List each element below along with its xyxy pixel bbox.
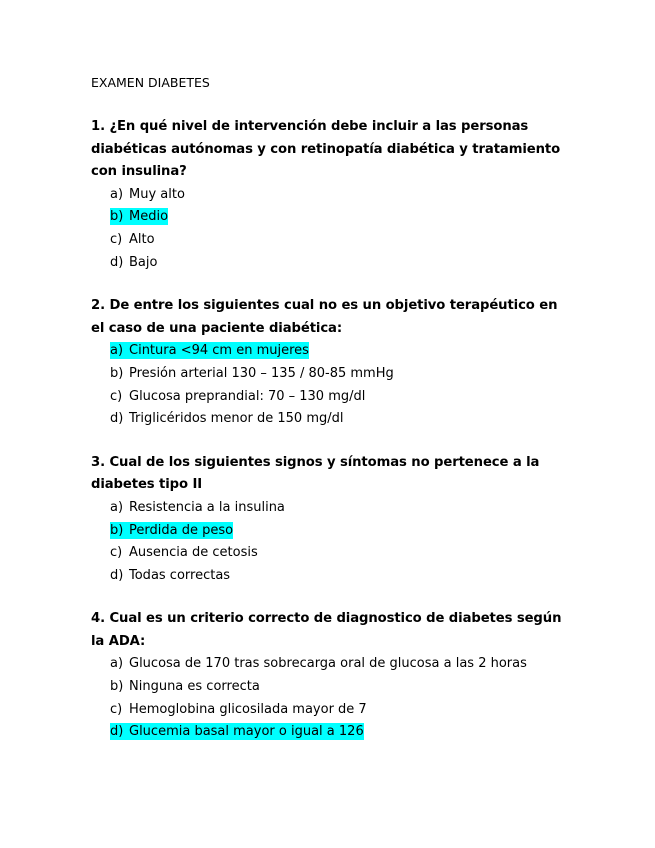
option-item bbox=[91, 229, 566, 252]
option-letter: b) bbox=[110, 522, 124, 538]
option-item bbox=[91, 542, 566, 565]
option-item bbox=[91, 520, 566, 543]
option-text: Resistencia a la insulina bbox=[129, 499, 285, 515]
question-text: 3. Cual de los siguientes signos y síntomas no pertenece a la diabetes tipo II bbox=[91, 454, 540, 493]
question-text: 1. ¿En qué nivel de intervención debe incluir a las personas diabéticas autónomas y con retinopatía diabética y tratamiento con insulina? bbox=[91, 119, 561, 180]
option-text: Presión arterial 130 – 135 / 80-85 mmHg bbox=[129, 365, 394, 381]
option-letter: d) bbox=[110, 567, 124, 583]
options-list bbox=[91, 340, 566, 430]
option-item bbox=[91, 497, 566, 520]
question-text: 2. De entre los siguientes cual no es un objetivo terapéutico en el caso de una paciente diabética: bbox=[91, 298, 558, 336]
option-item bbox=[91, 408, 566, 431]
question-2 bbox=[91, 295, 566, 431]
option-text: Ausencia de cetosis bbox=[129, 545, 258, 561]
option-text: Medio bbox=[129, 209, 169, 225]
question-text: 4. Cual es un criterio correcto de diagnostico de diabetes según la ADA: bbox=[91, 611, 562, 649]
option-item bbox=[91, 363, 566, 386]
option-text: Muy alto bbox=[129, 186, 185, 202]
option-letter: b) bbox=[110, 209, 124, 225]
highlighted-answer bbox=[110, 208, 168, 225]
option-letter: d) bbox=[110, 411, 124, 427]
option-text: Glucosa de 170 tras sobrecarga oral de glucosa a las 2 horas bbox=[129, 656, 527, 672]
options-list bbox=[91, 497, 566, 587]
option-letter: a) bbox=[110, 186, 124, 202]
option-letter: a) bbox=[110, 656, 124, 672]
option-text: Ninguna es correcta bbox=[129, 679, 260, 695]
highlighted-answer bbox=[110, 723, 364, 740]
option-letter: c) bbox=[110, 231, 123, 247]
option-item bbox=[91, 721, 566, 744]
option-letter: a) bbox=[110, 343, 124, 359]
option-text: Hemoglobina glicosilada mayor de 7 bbox=[129, 701, 367, 717]
option-letter: d) bbox=[110, 724, 124, 740]
option-letter: b) bbox=[110, 679, 124, 695]
option-item bbox=[91, 386, 566, 409]
option-item bbox=[91, 252, 566, 275]
option-item bbox=[91, 184, 566, 207]
option-text: Bajo bbox=[129, 254, 158, 270]
option-item bbox=[91, 340, 566, 363]
highlighted-answer bbox=[110, 342, 309, 359]
option-item bbox=[91, 699, 566, 722]
option-text: Triglicéridos menor de 150 mg/dl bbox=[129, 411, 344, 427]
option-text: Cintura <94 cm en mujeres bbox=[129, 343, 309, 359]
document-page bbox=[91, 74, 566, 765]
option-letter: d) bbox=[110, 254, 124, 270]
option-item bbox=[91, 676, 566, 699]
options-list bbox=[91, 653, 566, 743]
option-letter: c) bbox=[110, 388, 123, 404]
question-3 bbox=[91, 452, 566, 588]
option-text: Glucosa preprandial: 70 – 130 mg/dl bbox=[129, 388, 366, 404]
option-letter: c) bbox=[110, 701, 123, 717]
option-letter: a) bbox=[110, 499, 124, 515]
option-text: Glucemia basal mayor o igual a 126 bbox=[129, 724, 364, 740]
highlighted-answer bbox=[110, 522, 233, 539]
option-item bbox=[91, 206, 566, 229]
option-letter: c) bbox=[110, 545, 123, 561]
question-1 bbox=[91, 116, 566, 274]
option-text: Todas correctas bbox=[129, 567, 231, 583]
option-item bbox=[91, 565, 566, 588]
option-text: Perdida de peso bbox=[129, 522, 234, 538]
option-text: Alto bbox=[129, 231, 155, 247]
document-title: EXAMEN DIABETES bbox=[91, 75, 210, 90]
option-item bbox=[91, 653, 566, 676]
options-list bbox=[91, 184, 566, 274]
option-letter: b) bbox=[110, 365, 124, 381]
question-4 bbox=[91, 608, 566, 744]
